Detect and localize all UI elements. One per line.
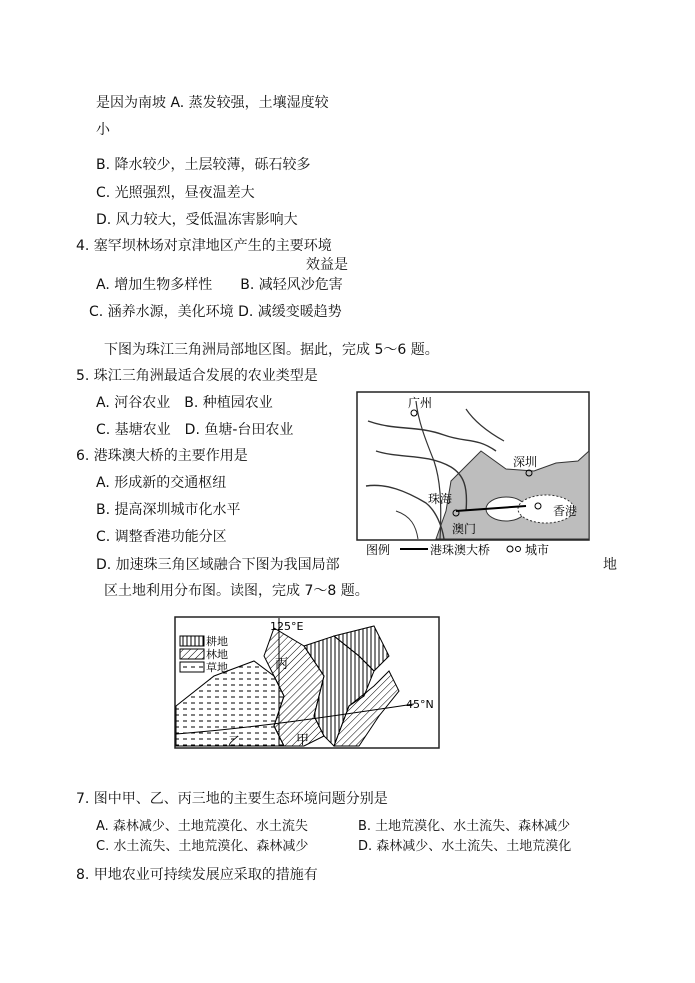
longitude-label: 125°E <box>270 620 304 633</box>
option-line-b: B. 降水较少，土层较薄，砾石较多 <box>96 157 311 173</box>
forest-legend-icon <box>180 649 204 659</box>
question-6: 6. 港珠澳大桥的主要作用是 <box>76 448 248 464</box>
question-8: 8. 甲地农业可持续发展应采取的措施有 <box>76 867 318 883</box>
region-jia: 甲 <box>296 733 310 748</box>
region-bing: 丙 <box>275 657 289 672</box>
question-6-option-d: D. 加速珠三角区域融合下图为我国局部 <box>96 557 340 573</box>
city-macau: 澳门 <box>452 522 477 536</box>
pearl-river-delta-map <box>356 391 590 557</box>
question-4: 4. 塞罕坝林场对京津地区产生的主要环境 <box>76 238 332 254</box>
intro-5-6: 下图为珠江三角洲局部地区图。据此，完成 5～6 题。 <box>104 342 439 358</box>
land-use-map <box>174 616 440 749</box>
city-shenzhen: 深圳 <box>513 455 538 469</box>
question-6-option-b: B. 提高深圳城市化水平 <box>96 502 241 518</box>
farmland-legend-icon <box>180 636 204 646</box>
question-4-cont: 效益是 <box>306 257 348 273</box>
latitude-label: 45°N <box>406 698 434 711</box>
question-7: 7. 图中甲、乙、丙三地的主要生态环境问题分别是 <box>76 791 388 807</box>
question-6-option-a: A. 形成新的交通枢纽 <box>96 475 227 491</box>
legend-bridge: 港珠澳大桥 <box>430 543 491 557</box>
question-4-options-cd: C. 涵养水源，美化环境 D. 减缓变暖趋势 <box>89 304 342 320</box>
option-line-d: D. 风力较大，受低温冻害影响大 <box>96 212 298 228</box>
question-4-options-ab: A. 增加生物多样性 B. 减轻风沙危害 <box>96 277 343 293</box>
city-zhuhai: 珠海 <box>428 492 453 506</box>
legend-city: 城市 <box>525 543 550 557</box>
question-6-option-d-end: 地 <box>603 557 617 573</box>
question-7-option-a: A. 森林减少、土地荒漠化、水土流失 <box>96 819 308 834</box>
region-yi: 乙 <box>228 735 242 749</box>
legend-grassland: 草地 <box>206 661 228 674</box>
question-7-option-c: C. 水土流失、土地荒漠化、森林减少 <box>96 839 309 854</box>
question-5-options-cd: C. 基塘农业 D. 鱼塘-台田农业 <box>96 422 294 438</box>
question-7-option-d: D. 森林减少、水土流失、土地荒漠化 <box>358 839 572 854</box>
question-5-options-ab: A. 河谷农业 B. 种植园农业 <box>96 395 273 411</box>
city-guangzhou: 广州 <box>408 396 433 410</box>
option-line-a-cont: 小 <box>96 122 110 138</box>
legend-label: 图例 <box>366 543 391 557</box>
question-7-option-b: B. 土地荒漠化、水土流失、森林减少 <box>358 819 571 834</box>
question-6-option-c: C. 调整香港功能分区 <box>96 529 227 545</box>
option-line-a: 是因为南坡 A. 蒸发较强，土壤湿度较 <box>96 95 329 111</box>
intro-7-8: 区土地利用分布图。读图，完成 7～8 题。 <box>104 583 369 599</box>
city-hongkong: 香港 <box>553 504 578 518</box>
legend-farmland: 耕地 <box>206 635 228 648</box>
legend-forest: 林地 <box>206 648 228 661</box>
city-legend-icon <box>507 546 513 552</box>
question-5: 5. 珠江三角洲最适合发展的农业类型是 <box>76 368 318 384</box>
option-line-c: C. 光照强烈，昼夜温差大 <box>96 185 255 201</box>
grassland-legend-icon <box>180 662 204 672</box>
